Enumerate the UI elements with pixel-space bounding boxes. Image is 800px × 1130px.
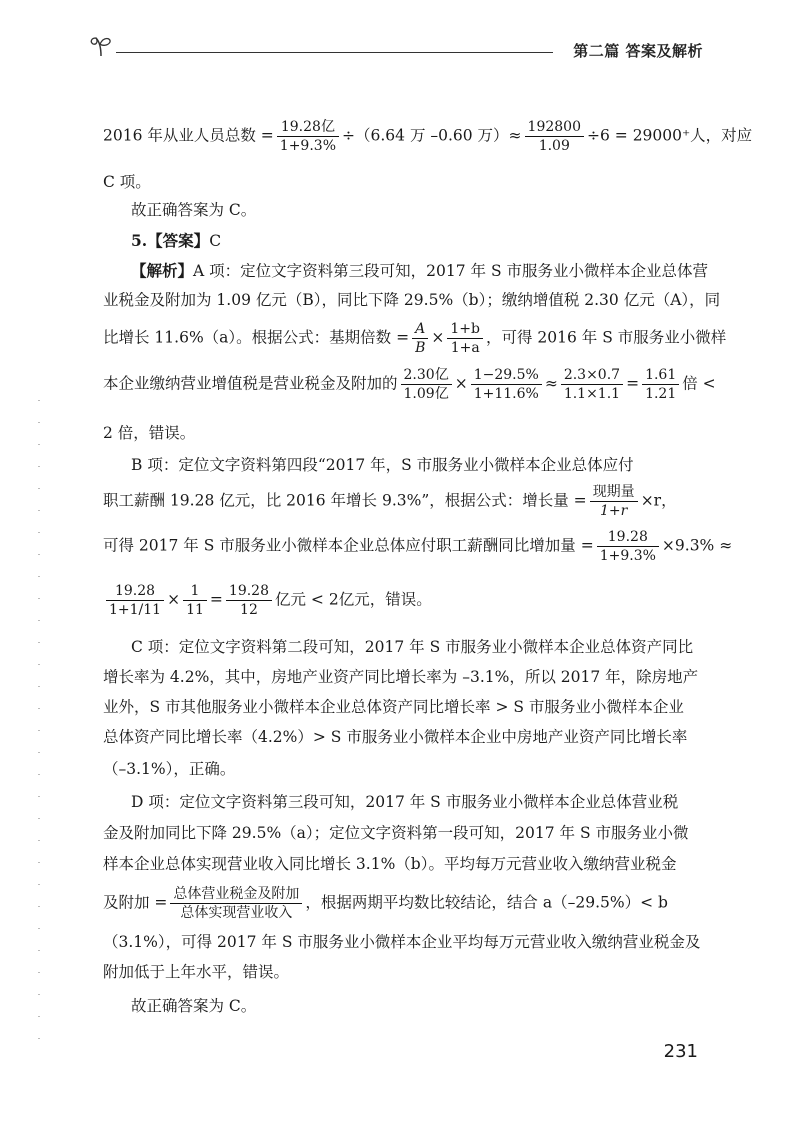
operator: = [209,590,223,609]
text-line: B 项：定位文字资料第四段“2017 年，S 市服务业小微样本企业总体应付 [131,456,634,474]
fraction [401,366,452,403]
fraction [561,366,623,403]
answer-line [131,233,703,250]
text: 比增长 11.6%（a）。根据公式：基期倍数 = [103,328,410,347]
operator: = [626,374,640,393]
text-line: 业外，S 市其他服务业小微样本企业总体资产同比增长率 > S 市服务业小微样本企业 [103,698,684,716]
fraction [106,582,164,619]
answer-value: C [209,232,222,250]
fraction [170,885,302,922]
text-line [103,483,703,520]
text-line [103,118,753,155]
denominator: 1.09 [538,138,570,155]
text-line: （3.1%），可得 2017 年 S 市服务业小微样本企业平均每万元营业收入缴纳营业税金及 [103,933,701,951]
numerator: 1−29.5% [471,366,542,385]
text-line: 总体资产同比增长率（4.2%）> S 市服务业小微样本企业中房地产业资产同比增长率 [103,728,688,746]
operator: ≈ [544,374,558,393]
text-line: C 项。 [103,173,151,191]
fraction [412,320,428,357]
margin-dots [38,400,40,1050]
text-line [103,885,703,922]
fraction [447,320,483,357]
analysis-label: 【解析】 [131,261,194,280]
numerator: 19.28 [226,582,272,601]
operator: × [167,590,181,609]
numerator: 2.30亿 [401,366,452,385]
text: ×r， [640,491,677,510]
denominator: 12 [240,602,258,619]
numerator: 总体营业税金及附加 [170,885,302,904]
fraction [277,118,339,155]
denominator: 1+r [600,503,628,520]
text: 倍 < [682,374,716,393]
text: ，可得 2016 年 S 市服务业小微样 [485,328,727,347]
numerator: A [412,320,428,339]
answer-label: 5.【答案】 [131,231,210,250]
page-header [88,30,703,70]
numerator: 1 [183,582,207,601]
numerator: 19.28亿 [277,118,339,137]
numerator: 现期量 [590,483,638,502]
text: 职工薪酬 19.28 亿元，比 2016 年增长 9.3%”，根据公式：增长量 = [103,491,587,510]
text: 及附加 = [103,893,168,912]
text: ÷6 = 29000⁺人，对应 [587,126,753,145]
numerator: 1.61 [642,366,679,385]
numerator: 2.3×0.7 [561,366,623,385]
fraction [226,582,272,619]
operator: × [431,328,445,347]
numerator: 19.28 [597,528,659,547]
denominator: 总体实现营业收入 [180,905,293,922]
text-line: 2 倍，错误。 [103,424,196,442]
denominator: 1.21 [645,386,677,403]
text-line: 故正确答案为 C。 [131,201,257,219]
fraction [590,483,638,520]
text-line: （–3.1%），正确。 [103,760,236,778]
text: 2016 年从业人员总数 = [103,126,274,145]
text: ÷（6.64 万 –0.60 万）≈ [342,126,522,145]
fraction [183,582,207,619]
text: 可得 2017 年 S 市服务业小微样本企业总体应付职工薪酬同比增加量 = [103,536,594,555]
text-line [103,366,716,403]
denominator: 1+1/11 [109,602,162,619]
header-rule [116,52,553,53]
text-line [103,320,727,357]
page-number: 231 [663,1041,698,1062]
denominator: B [415,340,426,357]
denominator: 1.1×1.1 [563,386,621,403]
numerator: 19.28 [106,582,164,601]
text: A 项：定位文字资料第三段可知，2017 年 S 市服务业小微样本企业总体营 [193,262,708,280]
text-line: 附加低于上年水平，错误。 [103,963,290,981]
denominator: 11 [186,602,204,619]
text-line [103,528,733,565]
fraction [597,528,659,565]
text: 本企业缴纳营业增值税是营业税金及附加的 [103,374,398,393]
text: ，根据两期平均数比较结论，结合 a（–29.5%）< b [305,893,668,912]
text-line: C 项：定位文字资料第二段可知，2017 年 S 市服务业小微样本企业总体资产同比 [131,638,694,656]
denominator: 1+9.3% [279,138,337,155]
fraction [642,366,679,403]
operator: × [454,374,468,393]
denominator: 1+a [450,340,480,357]
text: ×9.3% ≈ [661,536,733,555]
text-line: D 项：定位文字资料第三段可知，2017 年 S 市服务业小微样本企业总体营业税 [131,793,679,811]
text: 亿元 < 2亿元，错误。 [275,590,432,609]
fraction [471,366,542,403]
text-line: 增长率为 4.2%，其中，房地产业资产同比增长率为 –3.1%，所以 2017 年，除房地产 [103,668,699,686]
text-line: 样本企业总体实现营业收入同比增长 3.1%（b）。平均每万元营业收入缴纳营业税金 [103,855,677,873]
denominator: 1+11.6% [473,386,539,403]
fraction [525,118,584,155]
text-line [131,261,708,280]
numerator: 1+b [447,320,483,339]
text-line: 业税金及附加为 1.09 亿元（B），同比下降 29.5%（b）；缴纳增值税 2.30 亿元（A），同 [103,291,721,309]
text-line: 故正确答案为 C。 [131,997,257,1015]
sprout-icon [88,32,114,58]
section-title: 第二篇 答案及解析 [573,42,703,60]
text-line [103,582,703,619]
numerator: 192800 [525,118,584,137]
text-line: 金及附加同比下降 29.5%（a）；定位文字资料第一段可知，2017 年 S 市服务业小微 [103,824,689,842]
denominator: 1+9.3% [599,548,656,565]
denominator: 1.09亿 [403,386,449,403]
